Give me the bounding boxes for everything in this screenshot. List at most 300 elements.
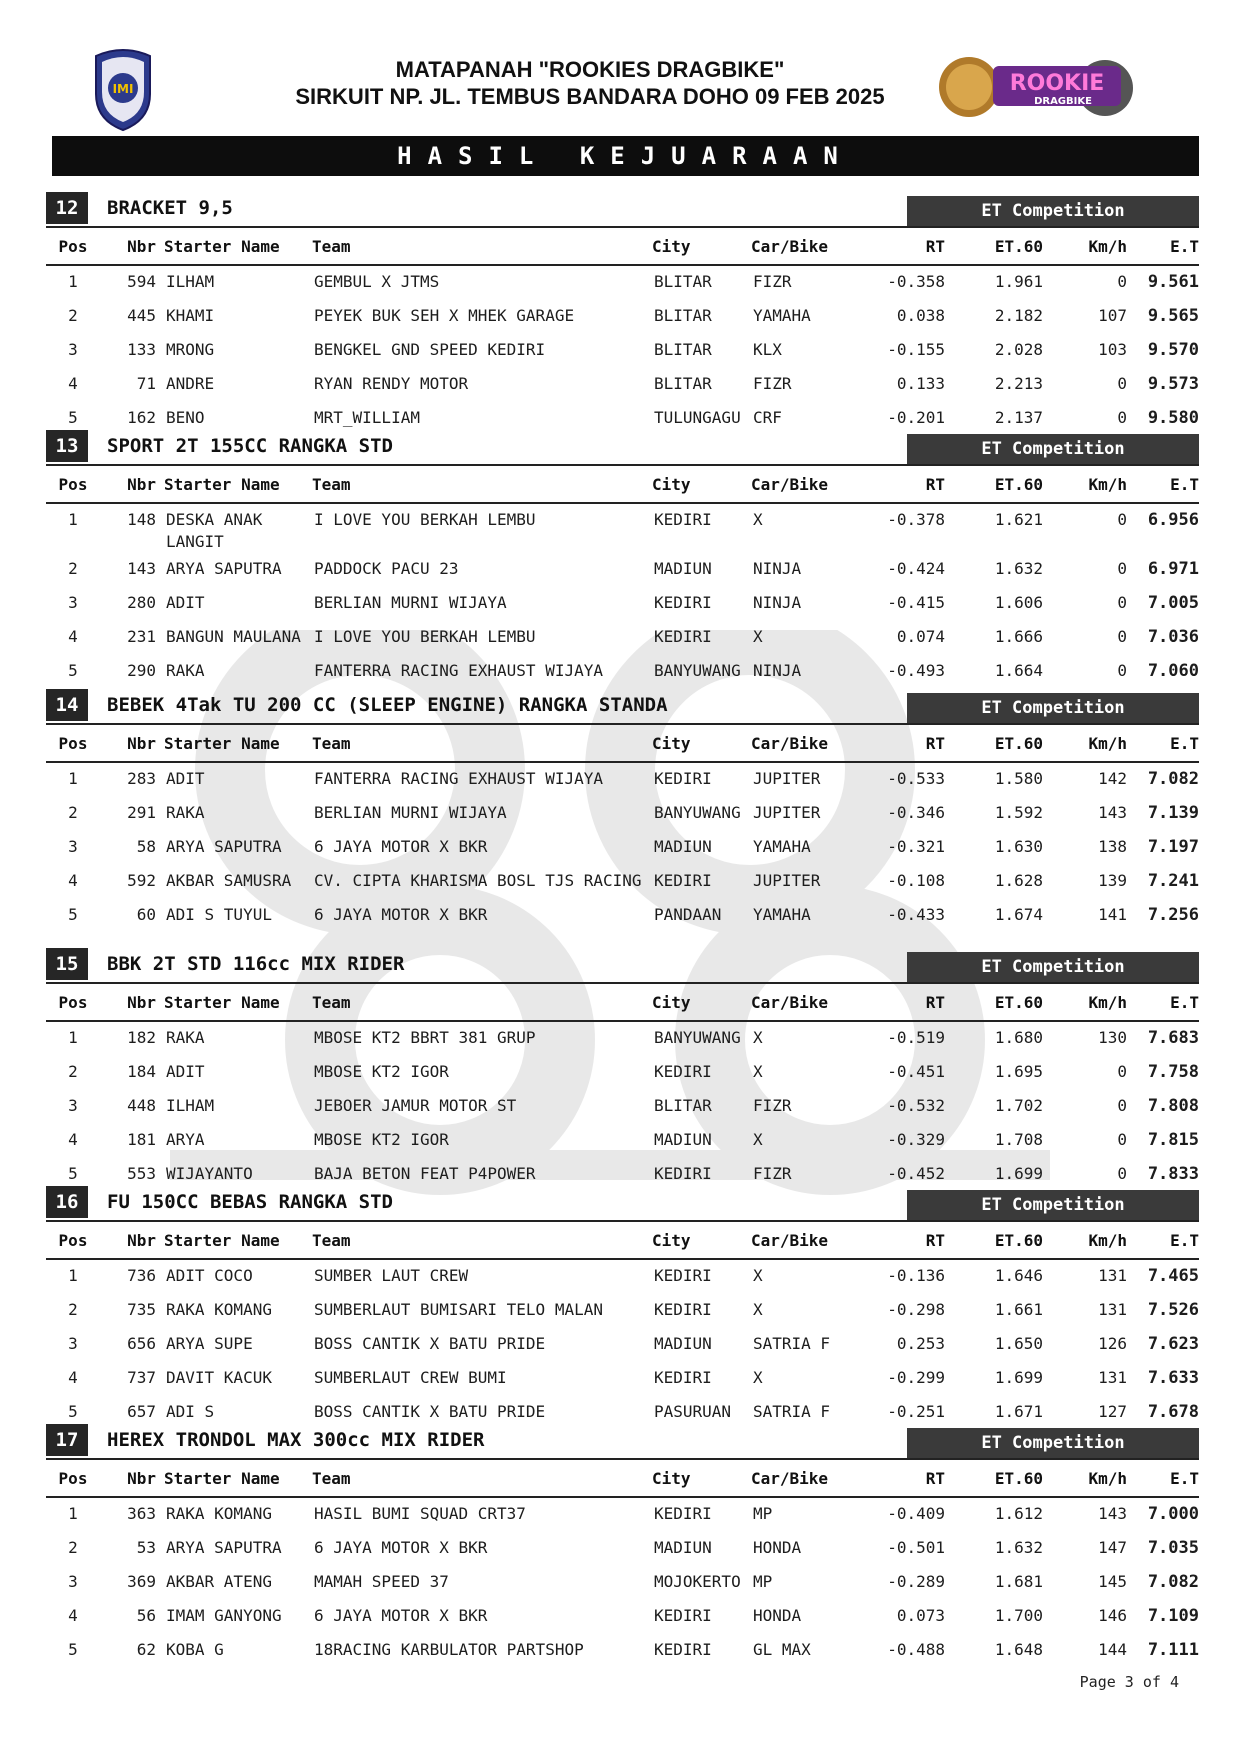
cell-nbr: 736	[127, 1266, 156, 1285]
cell-et: 7.111	[1147, 1640, 1199, 1660]
cell-starter-name: AKBAR SAMUSRA	[166, 871, 292, 890]
cell-starter-name: KOBA G	[166, 1640, 224, 1659]
results-table	[46, 228, 1199, 436]
cell-kmh: 0	[1117, 1130, 1127, 1149]
cell-team: BERLIAN MURNI WIJAYA	[314, 803, 507, 822]
column-header-et: E.T	[1127, 725, 1199, 762]
cell-starter-name: AKBAR ATENG	[166, 1572, 272, 1591]
class-number: 15	[46, 948, 88, 980]
cell-team: BOSS CANTIK X BATU PRIDE	[314, 1334, 546, 1353]
cell-city: BLITAR	[654, 374, 712, 393]
cell-pos: 2	[68, 306, 78, 325]
cell-et60: 1.664	[994, 661, 1043, 680]
cell-et: 7.082	[1147, 769, 1199, 789]
cell-bike: FIZR	[753, 374, 792, 393]
cell-team: I LOVE YOU BERKAH LEMBU	[314, 510, 536, 529]
column-header-starter-name: Starter Name	[164, 228, 312, 265]
table-row	[46, 762, 1199, 797]
cell-pos: 3	[68, 1334, 78, 1353]
cell-et: 7.060	[1147, 661, 1199, 681]
column-header-team: Team	[312, 984, 652, 1021]
cell-pos: 1	[68, 769, 78, 788]
column-header-pos: Pos	[46, 1222, 100, 1259]
class-section	[46, 430, 1199, 681]
cell-starter-name: ILHAM	[166, 1096, 215, 1115]
column-header-team: Team	[312, 725, 652, 762]
column-header-starter-name: Starter Name	[164, 725, 312, 762]
table-row	[46, 587, 1199, 621]
cell-et60: 1.695	[994, 1062, 1043, 1081]
table-row	[46, 865, 1199, 899]
cell-starter-name: ARYA SAPUTRA	[166, 1538, 282, 1557]
cell-kmh: 0	[1117, 510, 1127, 529]
cell-pos: 2	[68, 803, 78, 822]
cell-kmh: 144	[1098, 1640, 1127, 1659]
table-header-row	[46, 1460, 1199, 1497]
column-header-city: City	[652, 984, 751, 1021]
cell-et: 7.082	[1147, 1572, 1199, 1592]
column-header-et60: ET.60	[945, 1222, 1043, 1259]
cell-kmh: 139	[1098, 871, 1127, 890]
cell-et: 7.683	[1147, 1028, 1199, 1048]
cell-et: 9.561	[1147, 272, 1199, 292]
cell-rt: -0.532	[887, 1096, 945, 1115]
cell-city: KEDIRI	[654, 769, 712, 788]
cell-city: MADIUN	[654, 1130, 712, 1149]
cell-nbr: 56	[136, 1606, 156, 1625]
cell-starter-name: RAKA	[166, 1028, 205, 1047]
cell-et: 7.241	[1147, 871, 1199, 891]
column-header-kmh: Km/h	[1043, 984, 1127, 1021]
cell-starter-name: KHAMI	[166, 306, 215, 325]
cell-kmh: 145	[1098, 1572, 1127, 1591]
table-row	[46, 1634, 1199, 1668]
cell-city: BLITAR	[654, 340, 712, 359]
section-header	[46, 1186, 1199, 1220]
column-header-team: Team	[312, 1460, 652, 1497]
cell-nbr: 181	[127, 1130, 156, 1149]
svg-text:IMI: IMI	[112, 82, 134, 96]
cell-et60: 1.650	[994, 1334, 1043, 1353]
cell-kmh: 147	[1098, 1538, 1127, 1557]
cell-et: 9.580	[1147, 408, 1199, 428]
cell-kmh: 0	[1117, 272, 1127, 291]
cell-rt: -0.321	[887, 837, 945, 856]
column-header-city: City	[652, 466, 751, 503]
column-header-starter-name: Starter Name	[164, 466, 312, 503]
cell-et60: 1.708	[994, 1130, 1043, 1149]
table-row	[46, 1600, 1199, 1634]
table-header-row	[46, 1222, 1199, 1259]
cell-pos: 2	[68, 1300, 78, 1319]
cell-pos: 3	[68, 837, 78, 856]
class-title: BBK 2T STD 116cc MIX RIDER	[107, 953, 405, 975]
cell-bike: NINJA	[753, 559, 802, 578]
cell-nbr: 143	[127, 559, 156, 578]
cell-city: KEDIRI	[654, 871, 712, 890]
cell-et60: 2.182	[994, 306, 1043, 325]
column-header-bike: Car/Bike	[751, 228, 871, 265]
cell-city: TULUNGAGU	[654, 408, 741, 427]
column-header-nbr: Nbr	[100, 984, 164, 1021]
cell-team: 6 JAYA MOTOR X BKR	[314, 1538, 488, 1557]
cell-city: KEDIRI	[654, 510, 712, 529]
cell-pos: 1	[68, 1028, 78, 1047]
class-title: BEBEK 4Tak TU 200 CC (SLEEP ENGINE) RANGKA STANDA	[107, 694, 668, 716]
cell-bike: HONDA	[753, 1538, 802, 1557]
cell-kmh: 0	[1117, 374, 1127, 393]
cell-rt: -0.451	[887, 1062, 945, 1081]
cell-nbr: 594	[127, 272, 156, 291]
class-title: FU 150CC BEBAS RANGKA STD	[107, 1191, 393, 1213]
cell-rt: -0.136	[887, 1266, 945, 1285]
cell-nbr: 162	[127, 408, 156, 427]
cell-bike: MP	[753, 1504, 773, 1523]
table-row	[46, 1021, 1199, 1056]
table-row	[46, 655, 1199, 689]
cell-pos: 3	[68, 593, 78, 612]
results-table	[46, 1460, 1199, 1668]
competition-badge: ET Competition	[907, 434, 1199, 464]
cell-rt: 0.074	[896, 627, 945, 646]
cell-team: I LOVE YOU BERKAH LEMBU	[314, 627, 536, 646]
cell-pos: 4	[68, 627, 78, 646]
imi-logo	[90, 44, 156, 132]
cell-pos: 3	[68, 340, 78, 359]
cell-pos: 4	[68, 1130, 78, 1149]
cell-kmh: 126	[1098, 1334, 1127, 1353]
results-table	[46, 1222, 1199, 1430]
cell-starter-name: RAKA	[166, 803, 205, 822]
cell-rt: -0.346	[887, 803, 945, 822]
cell-pos: 4	[68, 374, 78, 393]
cell-et60: 1.580	[994, 769, 1043, 788]
cell-et: 7.815	[1147, 1130, 1199, 1150]
cell-team: BENGKEL GND SPEED KEDIRI	[314, 340, 546, 359]
cell-pos: 5	[68, 1640, 78, 1659]
cell-city: MADIUN	[654, 1538, 712, 1557]
cell-nbr: 363	[127, 1504, 156, 1523]
cell-kmh: 0	[1117, 627, 1127, 646]
column-header-et60: ET.60	[945, 1460, 1043, 1497]
cell-team: 6 JAYA MOTOR X BKR	[314, 905, 488, 924]
cell-team: BOSS CANTIK X BATU PRIDE	[314, 1402, 546, 1421]
table-row	[46, 1532, 1199, 1566]
cell-rt: -0.298	[887, 1300, 945, 1319]
table-header-row	[46, 466, 1199, 503]
cell-city: BLITAR	[654, 272, 712, 291]
cell-city: PANDAAN	[654, 905, 722, 924]
column-header-pos: Pos	[46, 725, 100, 762]
cell-bike: MP	[753, 1572, 773, 1591]
cell-kmh: 141	[1098, 905, 1127, 924]
cell-team: FANTERRA RACING EXHAUST WIJAYA	[314, 661, 603, 680]
section-header	[46, 1424, 1199, 1458]
cell-nbr: 71	[136, 374, 156, 393]
cell-kmh: 0	[1117, 408, 1127, 427]
cell-bike: YAMAHA	[753, 905, 811, 924]
cell-starter-name: DAVIT KACUK	[166, 1368, 272, 1387]
cell-et: 7.036	[1147, 627, 1199, 647]
column-header-bike: Car/Bike	[751, 466, 871, 503]
column-header-rt: RT	[871, 725, 945, 762]
cell-team: SUMBER LAUT CREW	[314, 1266, 469, 1285]
cell-pos: 1	[68, 1504, 78, 1523]
section-header	[46, 948, 1199, 982]
cell-et60: 1.612	[994, 1504, 1043, 1523]
competition-badge: ET Competition	[907, 196, 1199, 226]
cell-kmh: 127	[1098, 1402, 1127, 1421]
table-row	[46, 899, 1199, 933]
column-header-nbr: Nbr	[100, 466, 164, 503]
cell-rt: -0.409	[887, 1504, 945, 1523]
cell-bike: FIZR	[753, 1164, 792, 1183]
cell-et60: 1.680	[994, 1028, 1043, 1047]
cell-rt: -0.329	[887, 1130, 945, 1149]
column-header-pos: Pos	[46, 228, 100, 265]
column-header-bike: Car/Bike	[751, 1460, 871, 1497]
cell-starter-name: ADIT	[166, 1062, 205, 1081]
cell-pos: 5	[68, 905, 78, 924]
cell-city: MADIUN	[654, 1334, 712, 1353]
table-row	[46, 1090, 1199, 1124]
cell-team: FANTERRA RACING EXHAUST WIJAYA	[314, 769, 603, 788]
cell-starter-name: ADIT COCO	[166, 1266, 253, 1285]
cell-bike: FIZR	[753, 1096, 792, 1115]
cell-kmh: 0	[1117, 559, 1127, 578]
table-row	[46, 1056, 1199, 1090]
table-row	[46, 1124, 1199, 1158]
cell-et60: 2.137	[994, 408, 1043, 427]
cell-kmh: 143	[1098, 1504, 1127, 1523]
cell-team: 6 JAYA MOTOR X BKR	[314, 837, 488, 856]
cell-kmh: 146	[1098, 1606, 1127, 1625]
rookie-dragbike-logo	[935, 52, 1145, 122]
column-header-et: E.T	[1127, 1460, 1199, 1497]
cell-starter-name: BENO	[166, 408, 205, 427]
results-banner: HASIL KEJUARAAN	[52, 136, 1199, 176]
cell-bike: SATRIA F	[753, 1402, 831, 1421]
cell-rt: -0.488	[887, 1640, 945, 1659]
cell-starter-name: ANDRE	[166, 374, 215, 393]
cell-nbr: 290	[127, 661, 156, 680]
class-section	[46, 192, 1199, 428]
cell-kmh: 107	[1098, 306, 1127, 325]
cell-team: HASIL BUMI SQUAD CRT37	[314, 1504, 526, 1523]
cell-team: BAJA BETON FEAT P4POWER	[314, 1164, 536, 1183]
table-row	[46, 797, 1199, 831]
cell-pos: 1	[68, 272, 78, 291]
cell-pos: 2	[68, 559, 78, 578]
table-header-row	[46, 984, 1199, 1021]
table-row	[46, 1362, 1199, 1396]
cell-pos: 4	[68, 871, 78, 890]
cell-city: KEDIRI	[654, 1300, 712, 1319]
cell-nbr: 291	[127, 803, 156, 822]
cell-starter-name: ARYA	[166, 1130, 205, 1149]
cell-nbr: 283	[127, 769, 156, 788]
column-header-starter-name: Starter Name	[164, 1222, 312, 1259]
class-number: 16	[46, 1186, 88, 1218]
class-number: 12	[46, 192, 88, 224]
column-header-et: E.T	[1127, 228, 1199, 265]
cell-rt: -0.299	[887, 1368, 945, 1387]
cell-et: 9.573	[1147, 374, 1199, 394]
class-section	[46, 948, 1199, 1184]
cell-city: BANYUWANG	[654, 661, 741, 680]
column-header-city: City	[652, 725, 751, 762]
cell-pos: 5	[68, 1402, 78, 1421]
cell-starter-name: WIJAYANTO	[166, 1164, 253, 1183]
cell-et: 7.633	[1147, 1368, 1199, 1388]
cell-starter-name: RAKA KOMANG	[166, 1504, 272, 1523]
cell-team: RYAN RENDY MOTOR	[314, 374, 469, 393]
competition-badge: ET Competition	[907, 952, 1199, 982]
cell-team: CV. CIPTA KHARISMA BOSL TJS RACING	[314, 871, 642, 890]
cell-kmh: 0	[1117, 1096, 1127, 1115]
class-section	[46, 689, 1199, 925]
class-number: 14	[46, 689, 88, 721]
table-row	[46, 265, 1199, 300]
cell-bike: X	[753, 1300, 763, 1319]
cell-et60: 1.674	[994, 905, 1043, 924]
cell-bike: FIZR	[753, 272, 792, 291]
cell-starter-name: BANGUN MAULANA	[166, 627, 301, 646]
column-header-rt: RT	[871, 984, 945, 1021]
cell-et60: 1.630	[994, 837, 1043, 856]
column-header-kmh: Km/h	[1043, 466, 1127, 503]
results-table	[46, 466, 1199, 689]
column-header-kmh: Km/h	[1043, 1460, 1127, 1497]
cell-kmh: 130	[1098, 1028, 1127, 1047]
svg-text:DRAGBIKE: DRAGBIKE	[1034, 96, 1092, 107]
cell-et60: 1.700	[994, 1606, 1043, 1625]
cell-nbr: 369	[127, 1572, 156, 1591]
cell-city: MADIUN	[654, 559, 712, 578]
cell-et60: 1.666	[994, 627, 1043, 646]
cell-et: 6.956	[1147, 510, 1199, 530]
cell-kmh: 0	[1117, 1062, 1127, 1081]
cell-et60: 1.632	[994, 559, 1043, 578]
cell-pos: 1	[68, 510, 78, 529]
table-row	[46, 503, 1199, 553]
table-row	[46, 1497, 1199, 1532]
table-row	[46, 334, 1199, 368]
column-header-nbr: Nbr	[100, 1222, 164, 1259]
cell-city: MADIUN	[654, 837, 712, 856]
cell-bike: YAMAHA	[753, 306, 811, 325]
column-header-pos: Pos	[46, 984, 100, 1021]
cell-et: 7.197	[1147, 837, 1199, 857]
cell-kmh: 131	[1098, 1368, 1127, 1387]
section-header	[46, 192, 1199, 226]
page-number: Page 3 of 4	[1079, 1673, 1179, 1691]
cell-city: KEDIRI	[654, 593, 712, 612]
cell-rt: 0.038	[896, 306, 945, 325]
cell-city: KEDIRI	[654, 1266, 712, 1285]
column-header-team: Team	[312, 1222, 652, 1259]
cell-nbr: 60	[136, 905, 156, 924]
cell-bike: X	[753, 1266, 763, 1285]
column-header-rt: RT	[871, 1460, 945, 1497]
cell-city: KEDIRI	[654, 1368, 712, 1387]
cell-bike: CRF	[753, 408, 782, 427]
cell-rt: -0.452	[887, 1164, 945, 1183]
table-row	[46, 621, 1199, 655]
cell-pos: 3	[68, 1096, 78, 1115]
column-header-pos: Pos	[46, 466, 100, 503]
cell-rt: 0.133	[896, 374, 945, 393]
cell-nbr: 182	[127, 1028, 156, 1047]
cell-nbr: 53	[136, 1538, 156, 1557]
cell-et: 7.526	[1147, 1300, 1199, 1320]
column-header-team: Team	[312, 228, 652, 265]
table-row	[46, 368, 1199, 402]
cell-bike: HONDA	[753, 1606, 802, 1625]
cell-et60: 1.681	[994, 1572, 1043, 1591]
event-title	[270, 56, 910, 110]
cell-city: PASURUAN	[654, 1402, 732, 1421]
svg-text:ROOKIE: ROOKIE	[1009, 71, 1105, 96]
cell-nbr: 448	[127, 1096, 156, 1115]
cell-city: BANYUWANG	[654, 803, 741, 822]
cell-nbr: 58	[136, 837, 156, 856]
cell-bike: X	[753, 627, 763, 646]
cell-starter-name: DESKA ANAK LANGIT	[166, 510, 263, 551]
cell-pos: 3	[68, 1572, 78, 1591]
cell-team: BERLIAN MURNI WIJAYA	[314, 593, 507, 612]
column-header-kmh: Km/h	[1043, 725, 1127, 762]
cell-city: KEDIRI	[654, 1640, 712, 1659]
cell-bike: JUPITER	[753, 871, 821, 890]
table-row	[46, 553, 1199, 587]
column-header-et: E.T	[1127, 984, 1199, 1021]
cell-kmh: 143	[1098, 803, 1127, 822]
cell-pos: 5	[68, 408, 78, 427]
cell-team: MBOSE KT2 BBRT 381 GRUP	[314, 1028, 536, 1047]
cell-team: 18RACING KARBULATOR PARTSHOP	[314, 1640, 584, 1659]
cell-pos: 2	[68, 1062, 78, 1081]
table-row	[46, 1259, 1199, 1294]
cell-et60: 2.213	[994, 374, 1043, 393]
column-header-et: E.T	[1127, 466, 1199, 503]
cell-et: 7.000	[1147, 1504, 1199, 1524]
cell-rt: -0.289	[887, 1572, 945, 1591]
cell-et60: 1.699	[994, 1164, 1043, 1183]
results-table	[46, 725, 1199, 933]
cell-bike: X	[753, 1368, 763, 1387]
cell-kmh: 138	[1098, 837, 1127, 856]
cell-rt: 0.073	[896, 1606, 945, 1625]
cell-pos: 2	[68, 1538, 78, 1557]
cell-nbr: 231	[127, 627, 156, 646]
cell-team: GEMBUL X JTMS	[314, 272, 440, 291]
cell-starter-name: ADIT	[166, 769, 205, 788]
cell-team: PADDOCK PACU 23	[314, 559, 459, 578]
cell-et60: 1.961	[994, 272, 1043, 291]
cell-city: KEDIRI	[654, 1606, 712, 1625]
class-section	[46, 1424, 1199, 1660]
cell-pos: 5	[68, 1164, 78, 1183]
cell-bike: X	[753, 1062, 763, 1081]
cell-bike: KLX	[753, 340, 782, 359]
cell-team: PEYEK BUK SEH X MHEK GARAGE	[314, 306, 575, 325]
column-header-city: City	[652, 1460, 751, 1497]
column-header-et60: ET.60	[945, 228, 1043, 265]
cell-rt: -0.501	[887, 1538, 945, 1557]
column-header-et60: ET.60	[945, 466, 1043, 503]
cell-kmh: 0	[1117, 1164, 1127, 1183]
